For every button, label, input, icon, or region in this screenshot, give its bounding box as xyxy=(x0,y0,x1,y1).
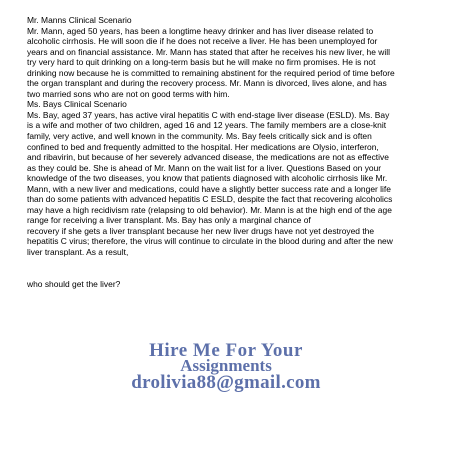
text-line: two married sons who are not on good terms with him. xyxy=(27,88,230,99)
text-line: Mr. Mann, aged 50 years, has been a longtime heavy drinker and has liver disease related to xyxy=(27,25,374,36)
watermark-line: Assignments xyxy=(180,356,272,375)
text-line: Mann, with a new liver and medications, could have a slightly better success rate and a longer life xyxy=(27,183,391,194)
text-line: knowledge of the two diseases, you know that patients diagnosed with alcoholic cirrhosis like Mr. xyxy=(27,173,388,184)
text-line: years and on financial assistance. Mr. Mann has stated that after he receives his new liver, he will xyxy=(27,46,390,57)
question-line: who should get the liver? xyxy=(27,278,121,289)
text-line: alcoholic cirrhosis. He will soon die if he does not receive a liver. He has been unemployed for xyxy=(27,36,378,47)
text-line: the organ transplant and during the recovery process. Mr. Mann is divorced, lives alone, and has xyxy=(27,78,387,89)
text-line: and ribavirin, but because of her severely advanced disease, the medications are not as effective xyxy=(27,152,389,163)
watermark-email: drolivia88@gmail.com xyxy=(131,372,321,393)
text-line: drinking now because he is committed to remaining abstinent for the required period of time before xyxy=(27,67,395,78)
text-line: liver transplant. As a result, xyxy=(27,247,129,258)
text-line: family, very active, and well known in the community. Ms. Bay feels critically sick and is often xyxy=(27,131,372,142)
text-line: try very hard to quit drinking on a long-term basis but he will make no firm promises. He is not xyxy=(27,57,376,68)
text-line: range for receiving a liver transplant. Ms. Bay has only a marginal chance of xyxy=(27,215,311,226)
text-line: confined to bed and frequently admitted to the hospital. Her medications are Olysio, interferon, xyxy=(27,141,379,152)
text-line: recovery if she gets a liver transplant because her new liver drugs have not yet destroyed the xyxy=(27,225,375,236)
text-line: than do some patients with advanced hepatitis C ESLD, despite the fact that recovering alcoholics xyxy=(27,194,393,205)
paragraph-gap xyxy=(27,268,429,279)
text-line: as they could be. She is ahead of Mr. Mann on the wait list for a liver. Questions Based on your xyxy=(27,162,382,173)
scenario-heading-bay: Ms. Bays Clinical Scenario xyxy=(27,99,127,110)
document-body xyxy=(27,15,429,289)
text-line: Ms. Bay, aged 37 years, has active viral hepatitis C with end-stage liver disease (ESLD). Ms. Bay xyxy=(27,109,390,120)
text-line: hepatitis C virus; therefore, the virus will continue to circulate in the blood during and after the new xyxy=(27,236,393,247)
text-line: is a wife and mother of two children, aged 16 and 12 years. The family members are a close-knit xyxy=(27,120,387,131)
paragraph-gap xyxy=(27,258,429,269)
scenario-heading-mann: Mr. Manns Clinical Scenario xyxy=(27,15,132,25)
text-line: may have a high recidivism rate (relapsing to old behavior). Mr. Mann is at the high end of the age xyxy=(27,204,392,215)
watermark-line: Hire Me For Your xyxy=(149,340,303,361)
